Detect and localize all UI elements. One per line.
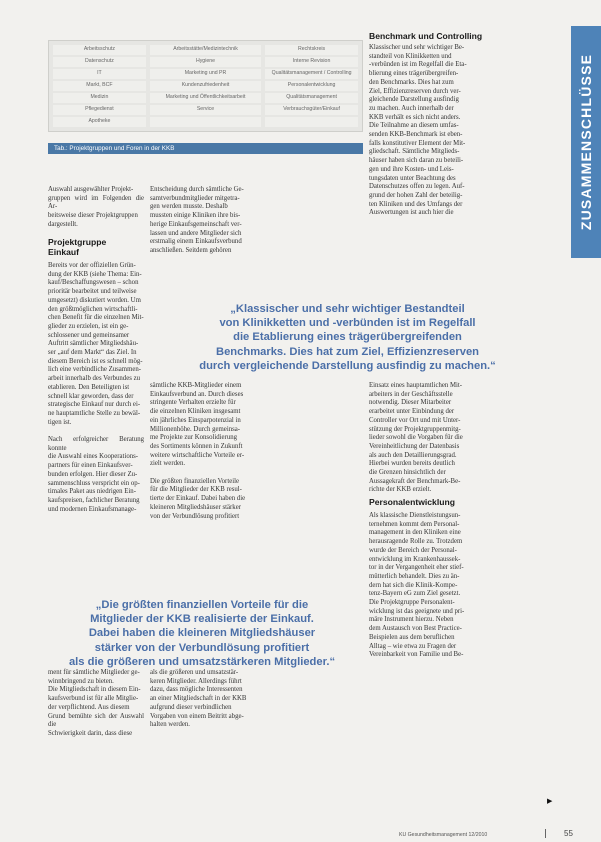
table-cell: Hygiene xyxy=(150,57,261,67)
col3-mid-text: Einsatz eines hauptamtlichen Mit- arbeiters in der Geschäftsstelle notwendig. Dieser Mitarbeiter erarbeitet unter Einbindung der Controller vor Ort und mit Unter- stützung der Projektgruppenmitg- lieder sowohl die Vorgaben für die Vereinheitlichung der Datenbasis als auch den Detaillierungsgrad. Hierbei wurden bereits deutlich die Grenzen hinsichtlich der Aussagekraft der Benchmark-Be- richte der KKB erzielt. xyxy=(369,382,463,494)
col2-top-text: Entscheidung durch sämtliche Ge- samtverbundmitglieder mitgetra- gen werden musste. Deshalb mussten einige Kliniken ihre bis- herige Einkaufsgemeinschaft ver- lassen und andere Mitglieder sich erstmalig einem Einkaufsverbund anschließen. Seitdem gehören xyxy=(150,186,244,254)
table-cell: Verbrauchsgüter/Einkauf xyxy=(265,105,358,115)
pull-quote-benchmark: „Klassischer und sehr wichtiger Bestandteil von Klinikketten und -verbünden ist im Regelfall die Etablierung eines trägerübergreifenden Benchmarks. Dies hat zum Ziel, Effizienzreserven durch vergleichende Darstellung ausfindig zu machen.“ xyxy=(199,303,496,372)
table-cell: Marketing und PR xyxy=(150,69,261,79)
table-cell: Apotheke xyxy=(53,117,146,127)
table-cell: Interne Revision xyxy=(265,57,358,67)
continue-arrow-icon: ▶ xyxy=(547,797,553,805)
table-cell: Arbeitsstätte/Medizintechnik xyxy=(150,45,261,55)
col2-bottom-text: als die größeren und umsatzstär- keren Mitglieder. Allerdings führt dazu, dass mögliche Interessenten an einer Mitgliedschaft in der KKB aufgrund dieser verbindlichen Vorgaben von einem Beitritt abge- halten werden. xyxy=(150,669,247,729)
section-side-tab-label: ZUSAMMENSCHLÜSSE xyxy=(578,53,594,231)
col1-top-text: Auswahl ausgewählter Projekt- gruppen wird im Folgenden die Ar- beitsweise dieser Projektgruppen dargestellt. xyxy=(48,186,144,228)
table-cell: Pflegedienst xyxy=(53,105,146,115)
table-cell: Qualitätsmanagement / Controlling xyxy=(265,69,358,79)
table-cell: Kundenzufriedenheit xyxy=(150,81,261,91)
table-caption: Tab.: Projektgruppen und Foren in der KKB xyxy=(48,143,363,154)
table-cell: Medizin xyxy=(53,93,146,103)
col2-mid-text: sämtliche KKB-Mitglieder einem Einkaufsverbund an. Durch dieses stringente Verhalten erzielte für die einzelnen Kliniken insgesamt ein jährliches Einsparpotenzial in Millionenhöhe. Durch gemeinsa- me Projekte zur Konsolidierung des Sortiments können in Zukunft weitere wirtschaftliche Vorteile er- zielt werden. Die größten finanziellen Vorteile für die Mitglieder der KKB resul- tierte der Einkauf. Dabei haben die kleineren Mitgliedshäuser stärker von der Verbundlösung profitiert xyxy=(150,382,246,520)
col1-bottom-text: ment für sämtliche Mitglieder ge- winnbringend zu bieten. Die Mitgliedschaft in diesem Ein- kaufsverbund ist für alle Mitglie- der verpflichtend. Aus diesem Grund bemühte sich der Auswahl die Schwierigkeit darin, dass diese xyxy=(48,669,144,737)
section-side-tab xyxy=(571,26,601,258)
table-cell: IT xyxy=(53,69,146,79)
col3-bottom-text: Als klassische Dienstleistungsun- ternehmen kommt dem Personal- management in den Kliniken eine herausragende Rolle zu. Trotzdem wurde der Bereich der Personal- entwicklung im Krankenhaussek- tor in der Vergangenheit eher stief- mütterlich behandelt. Dies zu än- dern hat sich die Klinik-Kompe- tenz-Bayern eG zum Ziel gesetzt. Die Projektgruppe Personalent- wicklung ist das geeignete und pri- märe Instrument hierzu. Neben dem Austausch von Best Practice- Beispielen aus dem beruflichen Alltag – wie etwa zu Fragen der Vereinbarkeit von Familie und Be- xyxy=(369,512,465,659)
heading-benchmark: Benchmark und Controlling xyxy=(369,31,483,41)
heading-personalentwicklung: Personalentwicklung xyxy=(369,497,455,507)
table-cell: Markt, BCF xyxy=(53,81,146,91)
table-cell: Marketing und Öffentlichkeitsarbeit xyxy=(150,93,261,103)
page-number: 55 xyxy=(564,829,573,838)
col1-mid-text: Bereits vor der offiziellen Grün- dung der KKB (siehe Thema: Ein- kauf/Beschaffungswesen – schon prioritär bearbeitet und teilweise umgesetzt) diskutiert worden. Um den größtmöglichen wirtschaftli- chen Benefit für die einzelnen Mit- glieder zu erzielen, ist ein ge- schlossener und gemeinsamer Auftritt sämtlicher Mitgliedshäu- ser „auf dem Markt“ das Ziel. In diesem Bereich ist es schnell mög- lich eine verbindliche Zusammen- arbeit innerhalb des Verbundes zu etablieren. Den Beteiligten ist schnell klar geworden, dass der strategische Einkauf nur durch ei- ne hauptamtliche Stelle zu bewäl- tigen ist. Nach erfolgreicher Beratung konnte die Auswahl eines Kooperations- partners für einen Einkaufsver- bunden erfolgen. Hier dieser Zu- sammenschluss verspricht ein op- timales Paket aus niedrigen Ein- kaufspreisen, fachlicher Beratung und modernen Einkaufsmanage- xyxy=(48,262,144,513)
footer-publication: KU Gesundheitsmanagement 12/2010 xyxy=(399,832,488,838)
footer-divider xyxy=(545,829,546,838)
table-cell: Arbeitsschutz xyxy=(53,45,146,55)
table-cell: Service xyxy=(150,105,261,115)
table-cell: Rechtskreis xyxy=(265,45,358,55)
pull-quote-einkauf: „Die größten finanziellen Vorteile für die Mitglieder der KKB realisierte der Einkauf. Dabei haben die kleineren Mitgliedshäuser stärker von der Verbundlösung profitiert als die größeren und umsatzstärkeren Mitglieder.“ xyxy=(68,599,336,668)
table-cell xyxy=(265,117,358,127)
table-cell: Personalentwicklung xyxy=(265,81,358,91)
table-cell xyxy=(150,117,261,127)
table-cell: Datenschutz xyxy=(53,57,146,67)
table-cell: Qualitätsmanagement xyxy=(265,93,358,103)
col3-top-text: Klassischer und sehr wichtiger Be- standteil von Klinikketten und -verbünden ist im Regelfall die Eta- blierung eines trägerübergreifen- den Benchmarks. Dies hat zum Ziel, Effizienzreserven durch ver- gleichende Darstellung ausfindig zu machen. Auch innerhalb der KKB verhält es sich nicht anders. Die Teilnahme an diesem umfas- senden KKB-Benchmark ist eben- falls konstitutiver Element der Mit- gliedschaft. Sämtliche Mitglieds- häuser haben sich daran zu beteili- gen und ihre Kosten- und Leis- tungsdaten unter Beachtung des Datenschutzes offen zu legen. Auf- grund der hohen Zahl der beteilig- ten Kliniken und des Umfangs der Auswertungen ist auch hier die xyxy=(369,44,467,217)
project-groups-table xyxy=(48,40,363,132)
heading-einkauf: Projektgruppe Einkauf xyxy=(48,237,107,257)
